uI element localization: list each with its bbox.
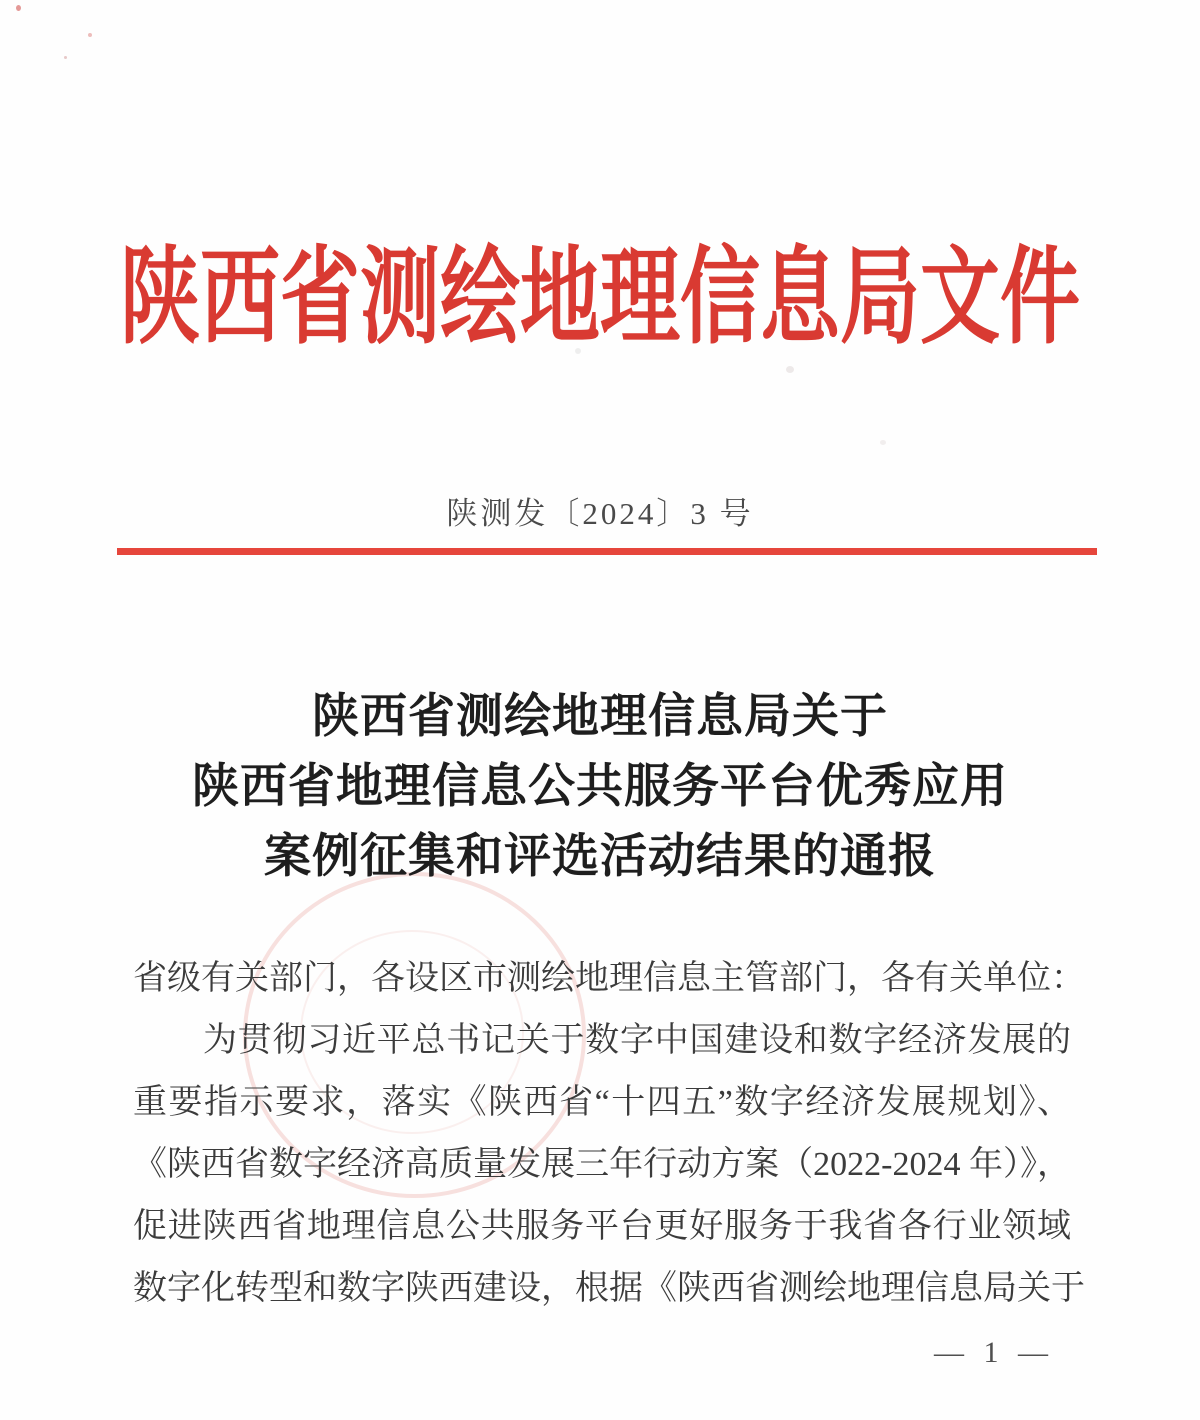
scan-artifact-dot [880,440,886,445]
document-title [0,682,1200,892]
scan-artifact-dot [786,366,794,373]
red-divider-line [117,548,1097,555]
title-line-1: 陕西省测绘地理信息局关于 [312,691,888,743]
scan-artifact-dot [16,5,21,11]
document-body [133,948,1085,1320]
body-line-3: 《陕西省数字经济高质量发展三年行动方案（2022-2024 年）》， [133,1146,1071,1183]
agency-header-title: 陕西省测绘地理信息局文件 [120,241,1080,358]
salutation-line: 省级有关部门，各设区市测绘地理信息主管部门，各有关单位： [133,960,1085,997]
body-line-5: 数字化转型和数字陕西建设，根据《陕西省测绘地理信息局关于 [133,1270,1085,1307]
title-line-3: 案例征集和评选活动结果的通报 [264,831,936,883]
title-line-2: 陕西省地理信息公共服务平台优秀应用 [192,761,1008,813]
document-number: 陕测发〔2024〕3 号 [446,496,754,531]
body-line-1: 为贯彻习近平总书记关于数字中国建设和数字经济发展的 [203,1022,1071,1059]
body-line-2: 重要指示要求，落实《陕西省“十四五”数字经济发展规划》、 [133,1084,1071,1121]
page-number: — 1 — [934,1336,1054,1369]
scan-artifact-dot [88,33,92,37]
body-line-4: 促进陕西省地理信息公共服务平台更好服务于我省各行业领域 [133,1208,1071,1245]
scan-artifact-dot [64,56,67,59]
